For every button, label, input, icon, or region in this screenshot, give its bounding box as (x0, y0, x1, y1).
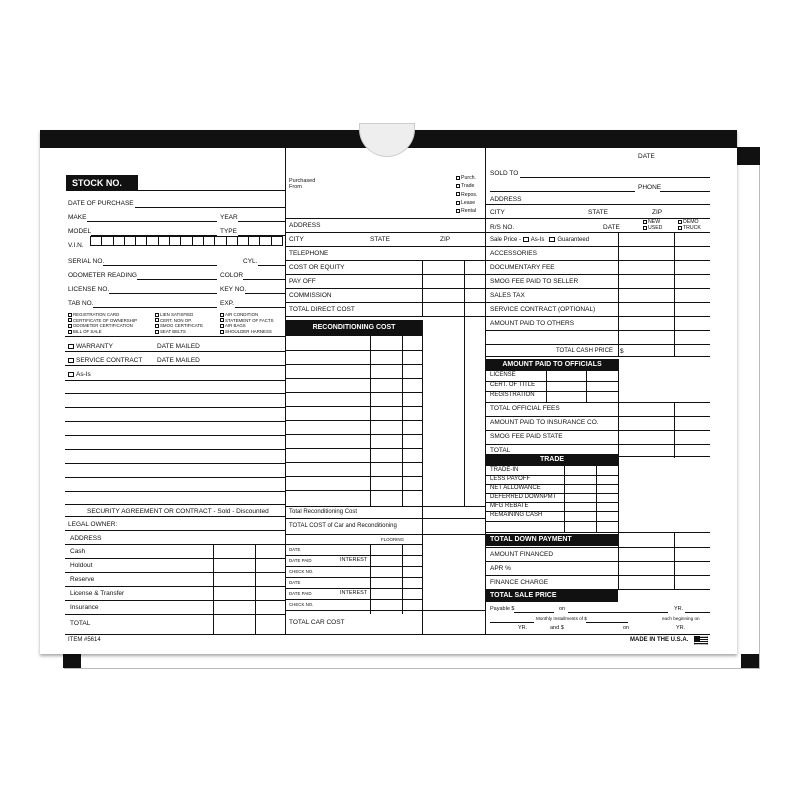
license-transfer-label: License & Transfer (70, 590, 125, 597)
installment-yr-label: YR. (518, 625, 528, 631)
purchase-zip-label: ZIP (440, 236, 451, 243)
left-total-label: TOTAL (70, 620, 91, 627)
commission-label: COMMISSION (289, 292, 332, 299)
total-cash-price-label: TOTAL CASH PRICE (556, 348, 613, 354)
total-cost-label: TOTAL COST of Car and Reconditioning (289, 523, 397, 529)
monthly-label: Monthly Installments of $ (536, 616, 587, 621)
license-label: LICENSE (490, 372, 516, 378)
net-allowance-label: NET ALLOWANCE (490, 485, 541, 491)
reserve-label: Reserve (70, 576, 95, 583)
color-label: COLOR (220, 272, 244, 279)
rs-no-label: R/S NO. (490, 224, 515, 231)
documentary-fee-label: DOCUMENTARY FEE (490, 264, 555, 271)
vehicle-section (65, 148, 285, 648)
insurance-paid-label: AMOUNT PAID TO INSURANCE CO. (490, 419, 599, 426)
service-contract-optional-label: SERVICE CONTRACT (OPTIONAL) (490, 306, 596, 313)
date-mailed-label-1: DATE MAILED (157, 343, 200, 350)
sale-section (486, 148, 710, 648)
telephone-label: TELEPHONE (289, 250, 329, 257)
docs-col-2: LIEN SATISFIED CERT. NON OP. SMOG CERTIFICATE SEAT BELTS (155, 312, 203, 334)
tab-no-label: TAB NO. (68, 300, 94, 307)
floor-date-1: DATE (289, 547, 301, 552)
flooring-label: FLOORING (381, 537, 404, 542)
make-label: MAKE (68, 214, 87, 221)
cost-equity-label: COST OR EQUITY (289, 264, 345, 271)
floor-date-paid-2: DATE PAID (289, 591, 312, 596)
service-contract-checkbox[interactable]: SERVICE CONTRACT (68, 357, 142, 364)
date-of-purchase-label: DATE OF PURCHASE (68, 200, 134, 207)
smog-fee-state-label: SMOG FEE PAID STATE (490, 433, 563, 440)
apr-label: APR % (490, 565, 511, 572)
registration-label: REGISTRATION (490, 392, 535, 398)
total-car-cost-label: TOTAL CAR COST (289, 619, 345, 626)
floor-check-no-1: CHECK NO. (289, 569, 314, 574)
remaining-cash-label: REMAINING CASH (490, 512, 543, 518)
pay-off-label: PAY OFF (289, 278, 316, 285)
total-recon-label: Total Reconditioning Cost (289, 509, 358, 515)
mfg-rebate-label: MFG REBATE (490, 503, 529, 509)
purchase-section (286, 148, 485, 648)
cash-label: Cash (70, 548, 86, 555)
amount-paid-others-label: AMOUNT PAID TO OTHERS (490, 320, 575, 327)
bottom-tab-right (741, 654, 759, 668)
docs-col-3: AIR CONDITION STATEMENT OF FACTS AIR BAGS SHOULDER HARNESS (220, 312, 274, 334)
total-sale-price-header: TOTAL SALE PRICE (486, 590, 618, 602)
finance-charge-label: FINANCE CHARGE (490, 579, 549, 586)
installment-yr-label-2: YR. (676, 625, 686, 631)
rs-date-label: DATE (603, 224, 620, 231)
key-no-label: KEY NO. (220, 286, 247, 293)
less-payoff-label: LESS PAYOFF (490, 476, 531, 482)
vin-boxes[interactable] (90, 236, 283, 246)
bottom-tab (63, 654, 81, 668)
trade-header: TRADE (486, 454, 618, 466)
as-is-checkbox[interactable]: As-Is (68, 371, 91, 378)
item-number: ITEM #5614 (68, 637, 101, 643)
date-mailed-label-2: DATE MAILED (157, 357, 200, 364)
accessories-label: ACCESSORIES (490, 250, 537, 257)
docs-col-1: REGISTRATION CARD CERTIFICATE OF OWNERSHIP ODOMETER CERTIFICATION BILL OF SALE (68, 312, 137, 334)
sold-state-label: STATE (588, 209, 608, 216)
purchased-label: Purchased (289, 178, 316, 184)
legal-owner-address-label: ADDRESS (70, 535, 102, 542)
new-used-options[interactable]: NEW USED (643, 219, 662, 231)
made-in-usa-label: MADE IN THE U.S.A. (630, 637, 689, 643)
interest-label-2: INTEREST (340, 590, 368, 596)
purchase-state-label: STATE (370, 236, 390, 243)
form (65, 148, 710, 648)
sold-city-label: CITY (490, 209, 505, 216)
total-down-payment-header: TOTAL DOWN PAYMENT (486, 534, 618, 546)
us-flag-icon (694, 636, 708, 645)
floor-date-paid-1: DATE PAID (289, 558, 312, 563)
from-label: From (289, 184, 302, 190)
purchase-city-label: CITY (289, 236, 304, 243)
interest-label-1: INTEREST (340, 557, 368, 563)
sale-price-label[interactable]: Sale Price - As-Is Guaranteed (490, 237, 590, 244)
legal-owner-label: LEGAL OWNER: (68, 521, 118, 528)
trade-in-label: TRADE-IN (490, 467, 519, 473)
purchase-address-label: ADDRESS (289, 222, 321, 229)
cyl-label: CYL. (243, 258, 258, 265)
purchase-type-options[interactable]: Purch. Trade Repos. Lease Rental (456, 174, 477, 215)
sold-address-label: ADDRESS (490, 196, 522, 203)
amount-financed-label: AMOUNT FINANCED (490, 551, 554, 558)
installment-on-label: on (623, 625, 630, 631)
warranty-checkbox[interactable]: WARRANTY (68, 343, 113, 350)
payable-on-label: on (559, 606, 566, 612)
dollar-sign: $ (620, 348, 624, 355)
date-label: DATE (638, 153, 655, 160)
floor-date-2: DATE (289, 580, 301, 585)
insurance-label: Insurance (70, 604, 99, 611)
phone-label: PHONE (638, 184, 662, 191)
stock-no-header: STOCK NO. (66, 175, 138, 191)
serial-label: SERIAL NO. (68, 258, 105, 265)
and-label: and $ (550, 625, 564, 631)
payable-label: Payable $ (490, 606, 515, 612)
floor-check-no-2: CHECK NO. (289, 602, 314, 607)
demo-truck-options[interactable]: DEMO TRUCK (678, 219, 701, 231)
deferred-downpmt-label: DEFERRED DOWNPMT (490, 494, 557, 500)
reconditioning-header: RECONDITIONING COST (286, 320, 422, 336)
license-no-label: LICENSE NO. (68, 286, 110, 293)
odometer-label: ODOMETER READING (68, 272, 137, 279)
vin-label: V.I.N. (68, 242, 84, 249)
total-official-fees-label: TOTAL OFFICIAL FEES (490, 405, 560, 412)
model-label: MODEL (68, 228, 92, 235)
holdout-label: Holdout (70, 562, 93, 569)
type-label: TYPE (220, 228, 237, 235)
officials-header: AMOUNT PAID TO OFFICIALS (486, 359, 618, 371)
payable-yr-label: YR. (674, 606, 684, 612)
sales-tax-label: SALES TAX (490, 292, 525, 299)
year-label: YEAR (220, 214, 238, 221)
total-direct-cost-label: TOTAL DIRECT COST (289, 306, 355, 313)
cert-title-label: CERT. OF TITLE (490, 382, 536, 388)
sold-zip-label: ZIP (652, 209, 663, 216)
smog-fee-seller-label: SMOG FEE PAID TO SELLER (490, 278, 579, 285)
right-total-label: TOTAL (490, 447, 511, 454)
sold-to-label: SOLD TO (490, 170, 519, 177)
security-agreement-label: SECURITY AGREEMENT OR CONTRACT - Sold - Discounted (87, 508, 269, 515)
exp-label: EXP. (220, 300, 234, 307)
each-beginning-label: each beginning on (662, 616, 700, 621)
